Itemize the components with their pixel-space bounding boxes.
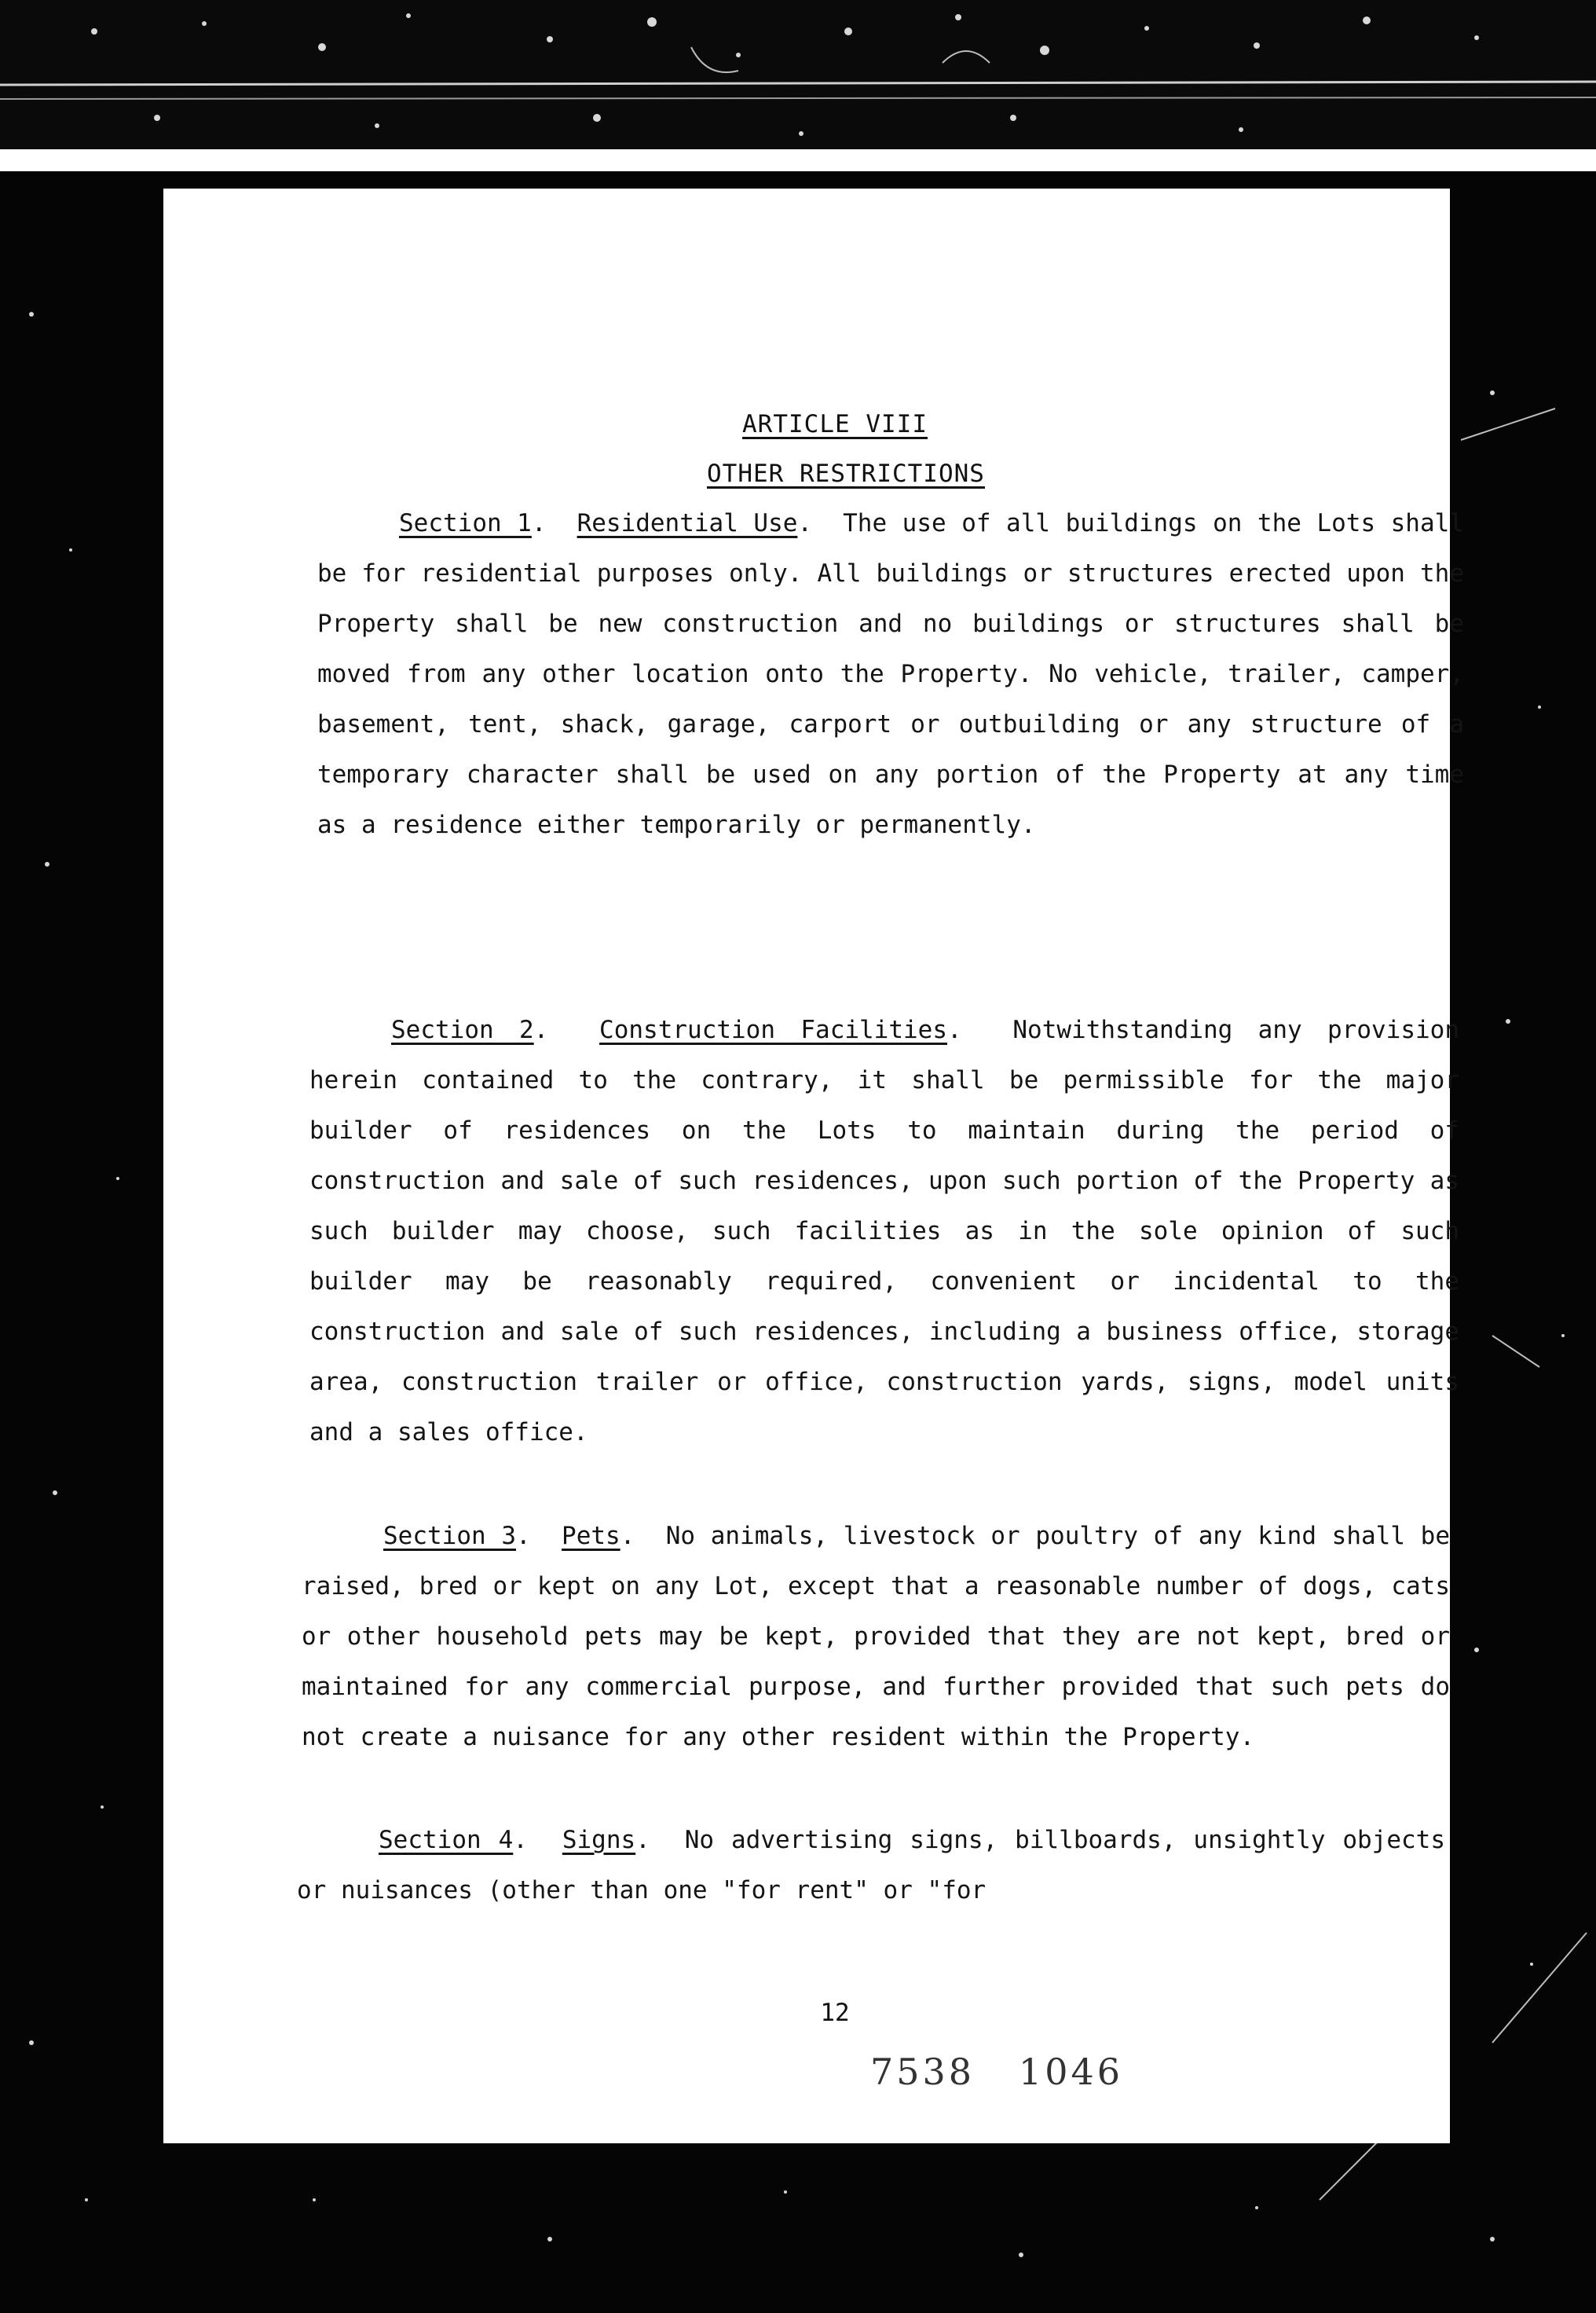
document-page [163, 189, 1464, 2143]
section-4-heading: Signs [562, 1826, 636, 1854]
section-3-text: No animals, livestock or poultry of any kind shall be raised, bred or kept on any Lot, except that a reasonable number of dogs, cats or other household pets may be kept, provided that they are not kept, bred or maintained for any commercial purpose, and further provided that such pets do not create a nuisance for any other resident within the Property. [302, 1522, 1451, 1751]
section-4-label: Section 4 [379, 1826, 514, 1854]
article-title: ARTICLE VIII [742, 410, 928, 438]
section-3-paragraph: Section 3. Pets. No animals, livestock or poultry of any kind shall be raised, bred or kept on any Lot, except that a reasonable number of dogs, cats or other household pets may be kept, provided that they are not kept, bred or maintained for any commercial purpose, and further provided that such pets do not create a nuisance for any other resident within the Property. [302, 1522, 1451, 1751]
section-2-paragraph: Section 2. Construction Facilities. Notwithstanding any provision herein contained to the contrary, it shall be permissible for the major builder of residences on the Lots to maintain during the period of construction and sale of such residences, upon such portion of the Property as such builder may choose, such facilities as in the sole opinion of such builder may be reasonably required, convenient or incidental to the construction and sale of such residences, including a business office, storage area, construction trailer or office, construction yards, signs, model units and a sales office. [309, 1016, 1459, 1446]
article-subtitle: OTHER RESTRICTIONS [707, 460, 985, 488]
scan-top-edge [0, 149, 1596, 171]
record-stamp: 7538 1046 [870, 2051, 1123, 2093]
section-1-paragraph: Section 1. Residential Use. The use of all buildings on the Lots shall be for residential purposes only. All buildings or structures erected upon the Property shall be new construction and no buildings or structures shall be moved from any other location onto the Property. No vehicle, trailer, camper, basement, tent, shack, garage, carport or outbuilding or any structure of a temporary character shall be used on any portion of the Property at any time as a residence either temporarily or permanently. [317, 509, 1464, 839]
section-3-heading: Pets [562, 1522, 620, 1550]
section-1-text: The use of all buildings on the Lots shall be for residential purposes only. All buildings or structures erected upon the Property shall be new construction and no buildings or structures shall be moved from any other location onto the Property. No vehicle, trailer, camper, basement, tent, shack, garage, carport or outbuilding or any structure of a temporary character shall be used on any portion of the Property at any time as a residence either temporarily or permanently. [317, 509, 1464, 839]
section-2-heading: Construction Facilities [599, 1016, 947, 1044]
section-4-text: No advertising signs, billboards, unsightly objects or nuisances (other than one "for rent" or "for [297, 1826, 1445, 1904]
section-1-label: Section 1 [399, 509, 532, 537]
section-1-heading: Residential Use [577, 509, 798, 537]
section-2-label: Section 2 [391, 1016, 534, 1044]
section-4-paragraph: Section 4. Signs. No advertising signs, billboards, unsightly objects or nuisances (other than one "for rent" or "for [297, 1826, 1445, 1904]
section-2-text: Notwithstanding any provision herein contained to the contrary, it shall be permissible for the major builder of residences on the Lots to maintain during the period of construction and sale of such residences, upon such portion of the Property as such builder may choose, such facilities as in the sole opinion of such builder may be reasonably required, convenient or incidental to the construction and sale of such residences, including a business office, storage area, construction trailer or office, construction yards, signs, model units and a sales office. [309, 1016, 1459, 1446]
section-3-label: Section 3 [383, 1522, 516, 1550]
page-number: 12 [820, 1999, 850, 2027]
